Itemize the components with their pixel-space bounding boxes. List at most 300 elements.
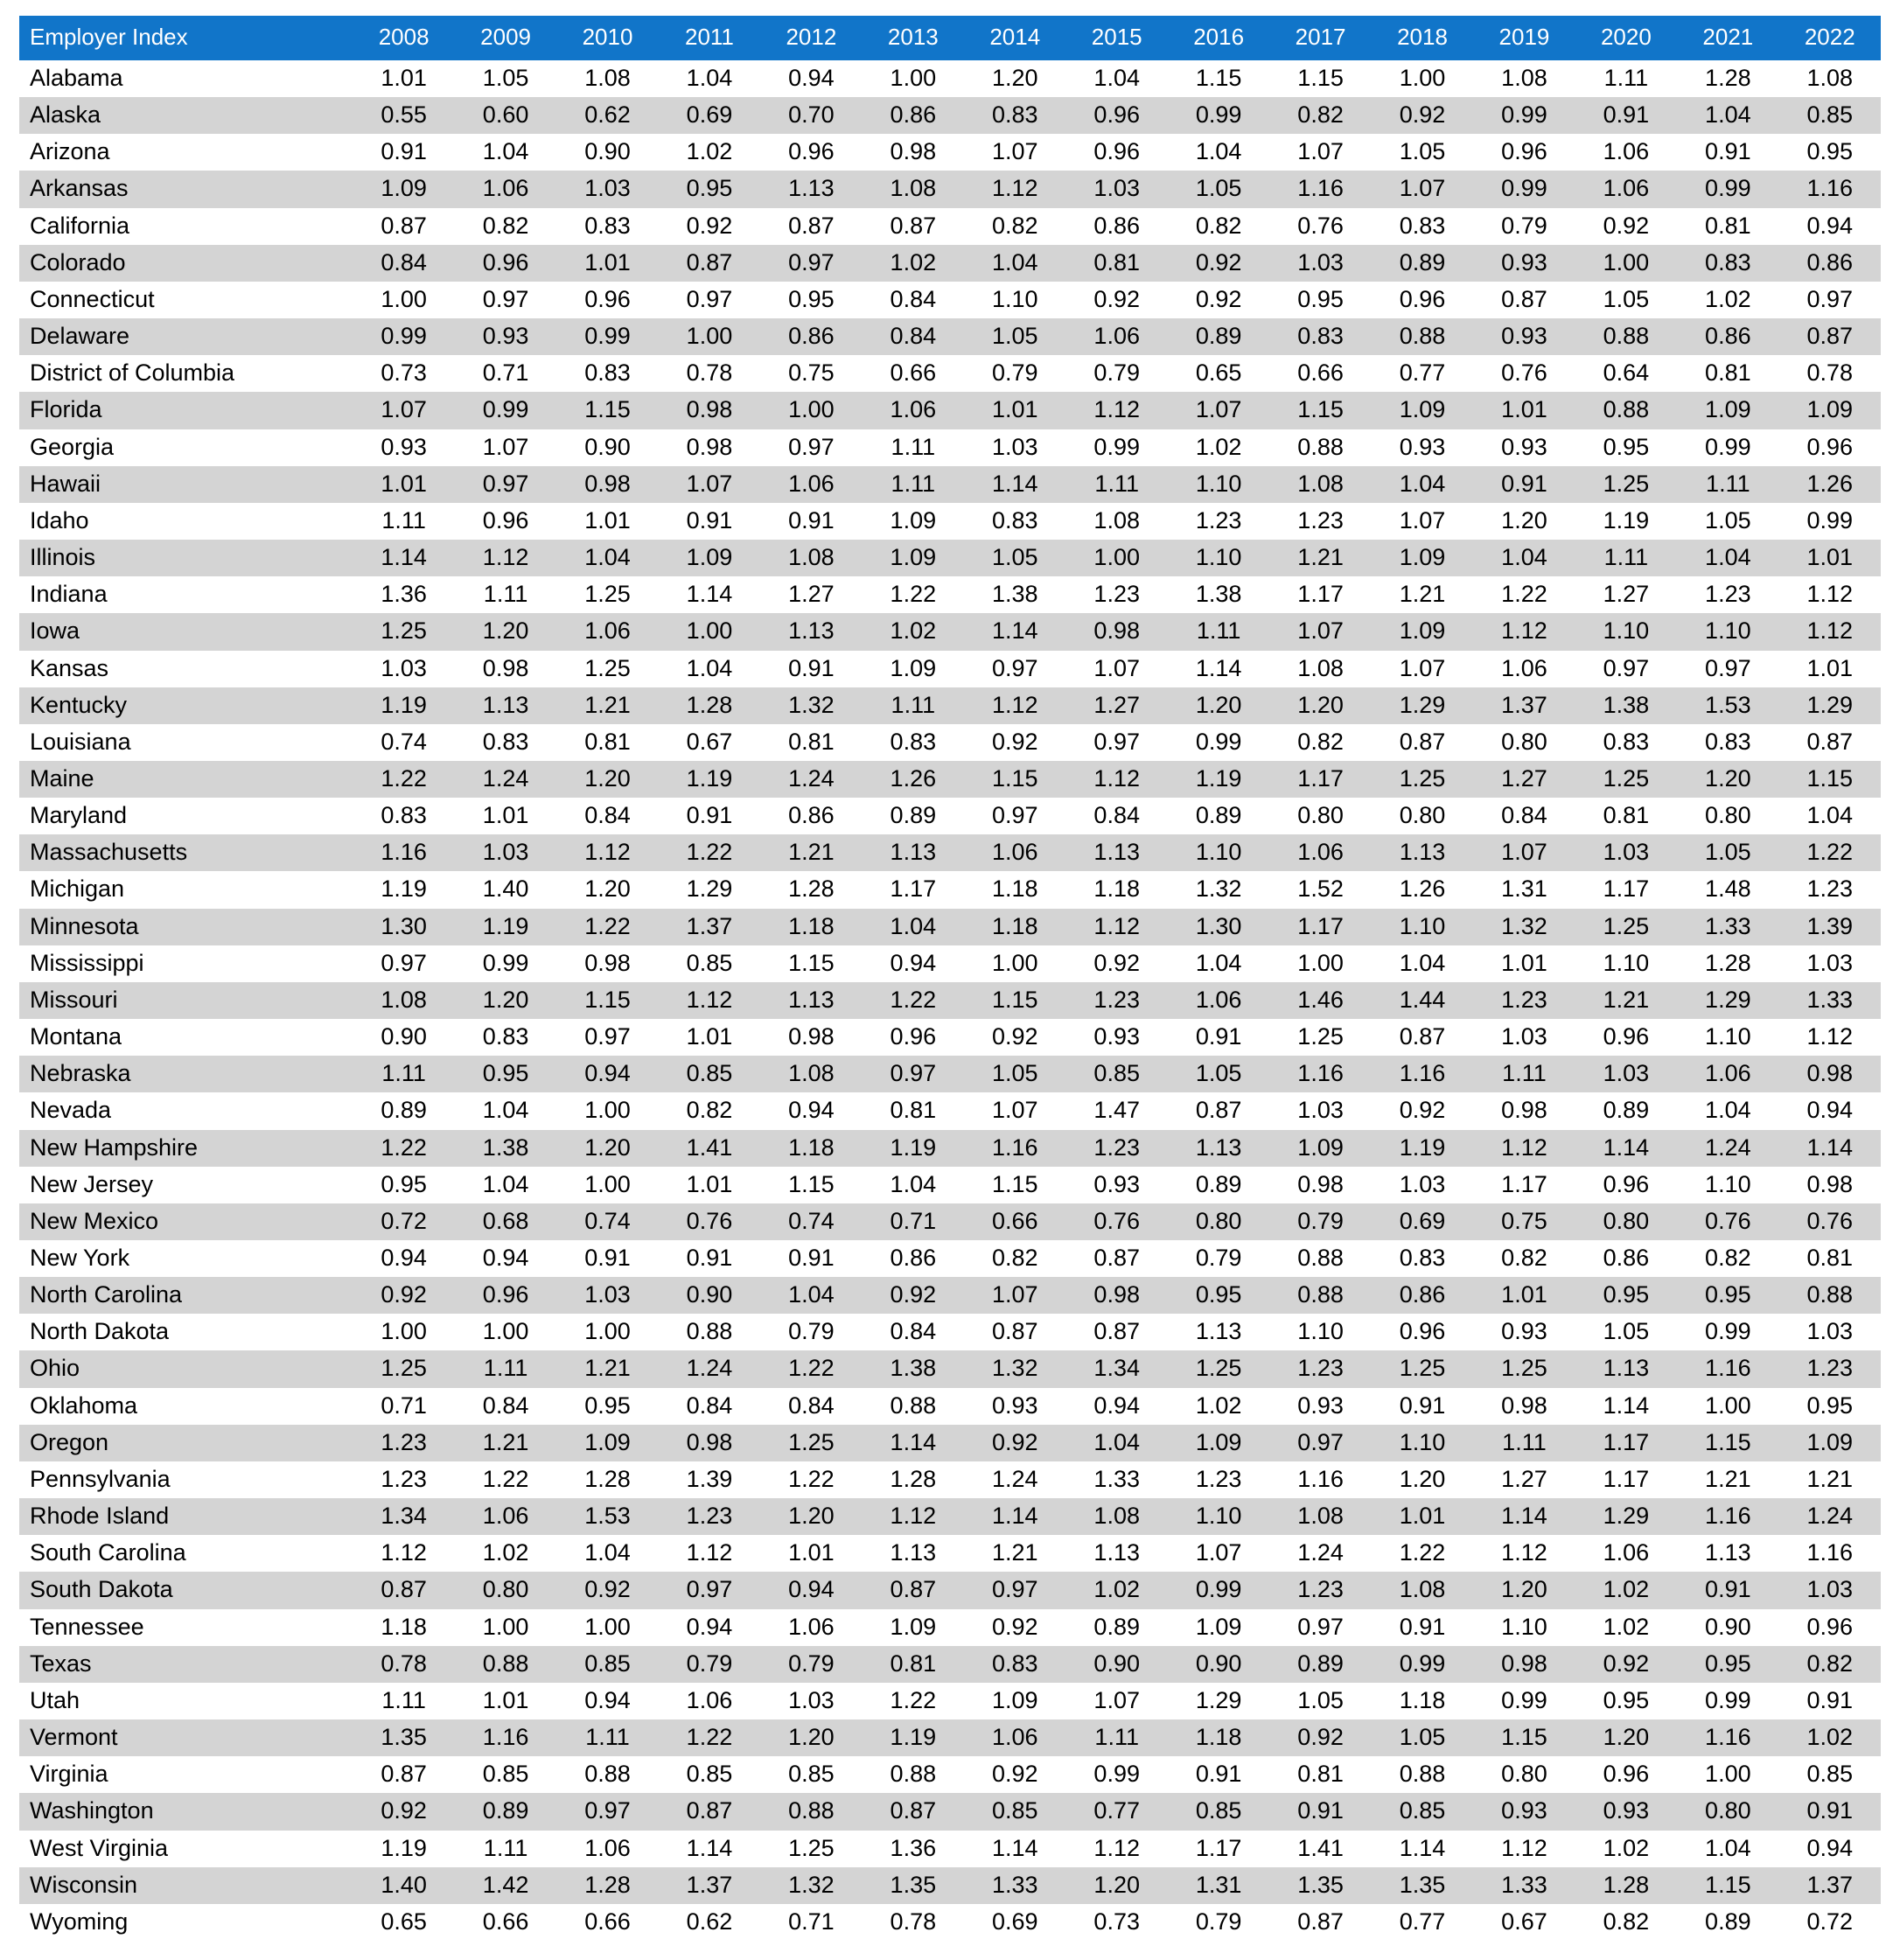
table-cell-value: 0.94 bbox=[1779, 1831, 1881, 1867]
table-cell-value: 1.13 bbox=[863, 1535, 964, 1572]
table-cell-value: 0.83 bbox=[1372, 208, 1473, 245]
table-cell-value: 1.21 bbox=[760, 834, 862, 871]
table-cell-value: 0.95 bbox=[1168, 1277, 1269, 1314]
table-cell-value: 1.03 bbox=[1473, 1019, 1575, 1056]
table-cell-value: 1.02 bbox=[659, 134, 760, 171]
row-header-state: Rhode Island bbox=[19, 1498, 353, 1535]
table-cell-value: 0.85 bbox=[1779, 97, 1881, 134]
table-cell-value: 0.92 bbox=[1168, 282, 1269, 318]
table-cell-value: 0.85 bbox=[760, 1756, 862, 1793]
table-cell-value: 0.91 bbox=[353, 134, 454, 171]
table-cell-value: 0.62 bbox=[556, 97, 658, 134]
table-cell-value: 0.79 bbox=[1269, 1203, 1371, 1240]
table-cell-value: 0.68 bbox=[455, 1203, 556, 1240]
table-cell-value: 1.19 bbox=[353, 871, 454, 908]
table-cell-value: 0.82 bbox=[1677, 1240, 1778, 1277]
table-cell-value: 0.84 bbox=[556, 798, 658, 834]
table-cell-value: 1.07 bbox=[353, 392, 454, 429]
row-header-state: South Carolina bbox=[19, 1535, 353, 1572]
row-header-state: Michigan bbox=[19, 871, 353, 908]
table-cell-value: 1.02 bbox=[863, 245, 964, 282]
table-cell-value: 0.93 bbox=[1269, 1388, 1371, 1425]
table-cell-value: 1.23 bbox=[1065, 982, 1167, 1019]
table-cell-value: 0.98 bbox=[1473, 1092, 1575, 1129]
table-cell-value: 0.94 bbox=[353, 1240, 454, 1277]
row-header-state: Oklahoma bbox=[19, 1388, 353, 1425]
table-cell-value: 1.23 bbox=[1269, 1572, 1371, 1608]
table-cell-value: 0.71 bbox=[353, 1388, 454, 1425]
table-cell-value: 1.25 bbox=[353, 613, 454, 650]
table-cell-value: 0.88 bbox=[863, 1388, 964, 1425]
table-cell-value: 1.10 bbox=[1575, 613, 1677, 650]
table-cell-value: 0.72 bbox=[1779, 1904, 1881, 1941]
table-cell-value: 1.27 bbox=[1575, 576, 1677, 613]
row-header-state: Montana bbox=[19, 1019, 353, 1056]
row-header-state: Massachusetts bbox=[19, 834, 353, 871]
table-cell-value: 0.83 bbox=[1677, 245, 1778, 282]
table-cell-value: 0.85 bbox=[1065, 1056, 1167, 1092]
table-cell-value: 1.20 bbox=[1065, 1867, 1167, 1904]
table-cell-value: 1.16 bbox=[1677, 1350, 1778, 1387]
table-cell-value: 0.96 bbox=[455, 1277, 556, 1314]
table-cell-value: 1.00 bbox=[964, 945, 1065, 982]
table-cell-value: 1.11 bbox=[1473, 1425, 1575, 1461]
table-row bbox=[19, 1130, 1881, 1167]
table-cell-value: 0.90 bbox=[1677, 1609, 1778, 1646]
table-cell-value: 1.16 bbox=[964, 1130, 1065, 1167]
table-cell-value: 0.88 bbox=[1269, 1240, 1371, 1277]
table-cell-value: 1.00 bbox=[863, 60, 964, 97]
table-cell-value: 0.94 bbox=[1065, 1388, 1167, 1425]
table-cell-value: 1.52 bbox=[1269, 871, 1371, 908]
table-cell-value: 1.15 bbox=[1677, 1867, 1778, 1904]
table-cell-value: 0.96 bbox=[1372, 1314, 1473, 1350]
table-cell-value: 1.12 bbox=[1065, 909, 1167, 945]
row-header-state: Wyoming bbox=[19, 1904, 353, 1941]
table-cell-value: 0.89 bbox=[1677, 1904, 1778, 1941]
table-cell-value: 1.06 bbox=[455, 171, 556, 207]
table-cell-value: 1.13 bbox=[455, 687, 556, 724]
table-cell-value: 1.09 bbox=[1372, 392, 1473, 429]
row-header-state: Nevada bbox=[19, 1092, 353, 1129]
table-body bbox=[19, 60, 1881, 1941]
table-cell-value: 0.88 bbox=[1575, 318, 1677, 355]
table-cell-value: 0.92 bbox=[964, 1756, 1065, 1793]
table-cell-value: 0.91 bbox=[1677, 134, 1778, 171]
table-cell-value: 1.07 bbox=[1372, 651, 1473, 687]
table-cell-value: 1.00 bbox=[1065, 540, 1167, 576]
table-cell-value: 1.33 bbox=[1473, 1867, 1575, 1904]
table-cell-value: 0.91 bbox=[1168, 1756, 1269, 1793]
table-cell-value: 0.97 bbox=[353, 945, 454, 982]
table-cell-value: 1.23 bbox=[1168, 503, 1269, 540]
table-cell-value: 1.15 bbox=[1473, 1719, 1575, 1756]
table-cell-value: 0.72 bbox=[353, 1203, 454, 1240]
table-cell-value: 1.11 bbox=[1677, 466, 1778, 503]
table-cell-value: 1.04 bbox=[1065, 1425, 1167, 1461]
table-cell-value: 1.28 bbox=[556, 1867, 658, 1904]
table-cell-value: 1.12 bbox=[1473, 613, 1575, 650]
table-row bbox=[19, 651, 1881, 687]
table-cell-value: 0.99 bbox=[1065, 1756, 1167, 1793]
table-cell-value: 0.82 bbox=[964, 208, 1065, 245]
table-cell-value: 1.11 bbox=[353, 1683, 454, 1719]
table-cell-value: 1.05 bbox=[1575, 1314, 1677, 1350]
table-cell-value: 1.10 bbox=[1168, 1498, 1269, 1535]
table-cell-value: 0.88 bbox=[1372, 1756, 1473, 1793]
table-cell-value: 1.06 bbox=[1575, 1535, 1677, 1572]
table-cell-value: 1.04 bbox=[1168, 945, 1269, 982]
table-cell-value: 0.94 bbox=[455, 1240, 556, 1277]
table-cell-value: 1.04 bbox=[1168, 134, 1269, 171]
table-cell-value: 1.26 bbox=[1372, 871, 1473, 908]
table-cell-value: 1.25 bbox=[1372, 1350, 1473, 1387]
table-cell-value: 1.15 bbox=[556, 982, 658, 1019]
table-cell-value: 1.19 bbox=[1575, 503, 1677, 540]
row-header-state: Mississippi bbox=[19, 945, 353, 982]
table-row bbox=[19, 1572, 1881, 1608]
column-header-year: 2013 bbox=[863, 16, 964, 60]
column-header-year: 2018 bbox=[1372, 16, 1473, 60]
table-cell-value: 1.08 bbox=[1269, 466, 1371, 503]
table-cell-value: 0.98 bbox=[1473, 1646, 1575, 1683]
table-cell-value: 0.97 bbox=[1677, 651, 1778, 687]
table-cell-value: 0.93 bbox=[1065, 1019, 1167, 1056]
table-cell-value: 0.95 bbox=[1677, 1646, 1778, 1683]
table-cell-value: 1.23 bbox=[1269, 1350, 1371, 1387]
table-cell-value: 1.31 bbox=[1168, 1867, 1269, 1904]
row-header-state: Louisiana bbox=[19, 724, 353, 761]
table-row bbox=[19, 909, 1881, 945]
table-cell-value: 1.04 bbox=[1372, 945, 1473, 982]
row-header-state: Connecticut bbox=[19, 282, 353, 318]
table-cell-value: 1.35 bbox=[863, 1867, 964, 1904]
table-cell-value: 1.20 bbox=[1372, 1461, 1473, 1498]
table-cell-value: 1.15 bbox=[1269, 60, 1371, 97]
table-cell-value: 1.25 bbox=[760, 1425, 862, 1461]
table-cell-value: 0.76 bbox=[1677, 1203, 1778, 1240]
table-row bbox=[19, 1350, 1881, 1387]
table-cell-value: 1.13 bbox=[863, 834, 964, 871]
table-row bbox=[19, 1167, 1881, 1203]
row-header-state: Iowa bbox=[19, 613, 353, 650]
table-cell-value: 1.28 bbox=[1575, 1867, 1677, 1904]
table-cell-value: 0.83 bbox=[353, 798, 454, 834]
table-cell-value: 0.83 bbox=[1575, 724, 1677, 761]
table-cell-value: 1.00 bbox=[1677, 1388, 1778, 1425]
table-cell-value: 1.00 bbox=[1677, 1756, 1778, 1793]
table-cell-value: 1.37 bbox=[1473, 687, 1575, 724]
table-cell-value: 1.00 bbox=[659, 318, 760, 355]
table-cell-value: 0.96 bbox=[455, 245, 556, 282]
table-cell-value: 1.06 bbox=[760, 466, 862, 503]
table-cell-value: 1.19 bbox=[659, 761, 760, 798]
table-cell-value: 0.99 bbox=[1677, 429, 1778, 466]
table-cell-value: 1.19 bbox=[863, 1719, 964, 1756]
table-row bbox=[19, 1498, 1881, 1535]
table-cell-value: 1.14 bbox=[1779, 1130, 1881, 1167]
table-cell-value: 1.02 bbox=[455, 1535, 556, 1572]
row-header-state: North Dakota bbox=[19, 1314, 353, 1350]
table-cell-value: 1.19 bbox=[353, 687, 454, 724]
table-cell-value: 1.01 bbox=[1779, 651, 1881, 687]
table-cell-value: 0.81 bbox=[1677, 355, 1778, 392]
table-cell-value: 0.80 bbox=[1575, 1203, 1677, 1240]
table-cell-value: 1.06 bbox=[1269, 834, 1371, 871]
table-row bbox=[19, 687, 1881, 724]
table-cell-value: 0.80 bbox=[1269, 798, 1371, 834]
table-cell-value: 0.80 bbox=[455, 1572, 556, 1608]
table-cell-value: 1.10 bbox=[1168, 540, 1269, 576]
table-cell-value: 1.35 bbox=[353, 1719, 454, 1756]
table-cell-value: 1.25 bbox=[1269, 1019, 1371, 1056]
table-cell-value: 0.79 bbox=[659, 1646, 760, 1683]
table-cell-value: 0.84 bbox=[863, 282, 964, 318]
table-cell-value: 1.10 bbox=[1372, 1425, 1473, 1461]
table-cell-value: 1.27 bbox=[1065, 687, 1167, 724]
table-cell-value: 0.93 bbox=[1473, 1793, 1575, 1830]
table-cell-value: 0.86 bbox=[760, 798, 862, 834]
table-cell-value: 1.24 bbox=[1779, 1498, 1881, 1535]
table-cell-value: 1.01 bbox=[659, 1019, 760, 1056]
table-cell-value: 0.93 bbox=[353, 429, 454, 466]
table-cell-value: 1.19 bbox=[353, 1831, 454, 1867]
table-cell-value: 0.96 bbox=[1575, 1019, 1677, 1056]
table-cell-value: 0.99 bbox=[1677, 1314, 1778, 1350]
table-cell-value: 1.48 bbox=[1677, 871, 1778, 908]
table-cell-value: 1.42 bbox=[455, 1867, 556, 1904]
table-cell-value: 0.87 bbox=[1372, 724, 1473, 761]
table-cell-value: 1.32 bbox=[760, 687, 862, 724]
table-cell-value: 1.16 bbox=[1779, 171, 1881, 207]
table-cell-value: 0.66 bbox=[863, 355, 964, 392]
table-cell-value: 0.87 bbox=[1065, 1314, 1167, 1350]
table-cell-value: 0.73 bbox=[353, 355, 454, 392]
table-cell-value: 0.79 bbox=[760, 1314, 862, 1350]
table-cell-value: 0.94 bbox=[556, 1683, 658, 1719]
table-cell-value: 0.80 bbox=[1677, 798, 1778, 834]
table-cell-value: 0.81 bbox=[863, 1092, 964, 1129]
table-cell-value: 0.93 bbox=[1473, 245, 1575, 282]
table-cell-value: 0.97 bbox=[760, 245, 862, 282]
table-cell-value: 0.92 bbox=[659, 208, 760, 245]
table-cell-value: 0.98 bbox=[659, 392, 760, 429]
table-cell-value: 1.08 bbox=[1065, 503, 1167, 540]
table-cell-value: 0.87 bbox=[964, 1314, 1065, 1350]
table-cell-value: 1.22 bbox=[659, 1719, 760, 1756]
table-cell-value: 0.91 bbox=[659, 1240, 760, 1277]
table-cell-value: 1.53 bbox=[556, 1498, 658, 1535]
table-cell-value: 1.15 bbox=[964, 982, 1065, 1019]
table-cell-value: 0.88 bbox=[1779, 1277, 1881, 1314]
table-cell-value: 1.23 bbox=[1779, 1350, 1881, 1387]
row-header-state: Pennsylvania bbox=[19, 1461, 353, 1498]
table-cell-value: 1.02 bbox=[1575, 1831, 1677, 1867]
table-cell-value: 1.23 bbox=[1065, 1130, 1167, 1167]
table-cell-value: 1.20 bbox=[455, 982, 556, 1019]
table-row bbox=[19, 1277, 1881, 1314]
table-cell-value: 1.09 bbox=[863, 540, 964, 576]
table-cell-value: 0.87 bbox=[863, 1793, 964, 1830]
table-cell-value: 0.55 bbox=[353, 97, 454, 134]
table-cell-value: 0.94 bbox=[760, 60, 862, 97]
table-cell-value: 0.76 bbox=[1269, 208, 1371, 245]
table-cell-value: 0.97 bbox=[1575, 651, 1677, 687]
table-cell-value: 1.24 bbox=[659, 1350, 760, 1387]
table-cell-value: 1.00 bbox=[353, 282, 454, 318]
column-header-year: 2017 bbox=[1269, 16, 1371, 60]
table-cell-value: 1.11 bbox=[1168, 613, 1269, 650]
table-cell-value: 0.84 bbox=[659, 1388, 760, 1425]
table-cell-value: 1.11 bbox=[455, 1831, 556, 1867]
table-cell-value: 1.11 bbox=[353, 1056, 454, 1092]
table-cell-value: 1.21 bbox=[1372, 576, 1473, 613]
table-cell-value: 1.30 bbox=[353, 909, 454, 945]
table-row bbox=[19, 1535, 1881, 1572]
table-cell-value: 1.12 bbox=[556, 834, 658, 871]
table-cell-value: 1.04 bbox=[1473, 540, 1575, 576]
table-cell-value: 1.29 bbox=[1372, 687, 1473, 724]
table-cell-value: 1.09 bbox=[863, 651, 964, 687]
table-cell-value: 0.74 bbox=[760, 1203, 862, 1240]
table-cell-value: 1.20 bbox=[964, 60, 1065, 97]
table-cell-value: 1.09 bbox=[1168, 1425, 1269, 1461]
table-cell-value: 1.10 bbox=[1372, 909, 1473, 945]
table-cell-value: 1.11 bbox=[556, 1719, 658, 1756]
table-cell-value: 1.03 bbox=[556, 1277, 658, 1314]
table-cell-value: 0.91 bbox=[1779, 1793, 1881, 1830]
table-cell-value: 0.87 bbox=[863, 208, 964, 245]
table-cell-value: 0.80 bbox=[1473, 724, 1575, 761]
table-cell-value: 1.12 bbox=[1065, 761, 1167, 798]
table-cell-value: 1.05 bbox=[964, 1056, 1065, 1092]
row-header-state: West Virginia bbox=[19, 1831, 353, 1867]
column-header-year: 2022 bbox=[1779, 16, 1881, 60]
row-header-state: Colorado bbox=[19, 245, 353, 282]
table-cell-value: 1.34 bbox=[1065, 1350, 1167, 1387]
employer-index-table bbox=[19, 16, 1881, 1941]
table-cell-value: 0.95 bbox=[1269, 282, 1371, 318]
table-cell-value: 0.90 bbox=[1065, 1646, 1167, 1683]
row-header-state: North Carolina bbox=[19, 1277, 353, 1314]
table-cell-value: 0.89 bbox=[1168, 798, 1269, 834]
row-header-state: Maryland bbox=[19, 798, 353, 834]
table-cell-value: 1.20 bbox=[556, 761, 658, 798]
table-cell-value: 0.81 bbox=[1065, 245, 1167, 282]
table-cell-value: 0.94 bbox=[659, 1609, 760, 1646]
table-cell-value: 1.18 bbox=[353, 1609, 454, 1646]
table-cell-value: 0.99 bbox=[1779, 503, 1881, 540]
table-cell-value: 0.88 bbox=[1269, 1277, 1371, 1314]
table-cell-value: 1.01 bbox=[556, 245, 658, 282]
table-cell-value: 0.92 bbox=[1575, 208, 1677, 245]
table-cell-value: 1.12 bbox=[659, 1535, 760, 1572]
table-row bbox=[19, 1056, 1881, 1092]
table-cell-value: 1.22 bbox=[1372, 1535, 1473, 1572]
table-cell-value: 0.93 bbox=[1065, 1167, 1167, 1203]
table-cell-value: 1.04 bbox=[455, 134, 556, 171]
table-cell-value: 1.05 bbox=[1269, 1683, 1371, 1719]
table-cell-value: 1.04 bbox=[964, 245, 1065, 282]
table-cell-value: 1.07 bbox=[1065, 1683, 1167, 1719]
table-cell-value: 1.28 bbox=[1677, 945, 1778, 982]
table-cell-value: 0.98 bbox=[1269, 1167, 1371, 1203]
table-cell-value: 0.96 bbox=[760, 134, 862, 171]
table-cell-value: 0.98 bbox=[1065, 613, 1167, 650]
table-cell-value: 1.06 bbox=[1677, 1056, 1778, 1092]
table-cell-value: 1.17 bbox=[1473, 1167, 1575, 1203]
table-row bbox=[19, 1756, 1881, 1793]
table-cell-value: 1.23 bbox=[353, 1425, 454, 1461]
table-cell-value: 1.20 bbox=[1473, 1572, 1575, 1608]
table-cell-value: 0.90 bbox=[659, 1277, 760, 1314]
table-cell-value: 1.04 bbox=[760, 1277, 862, 1314]
table-cell-value: 0.98 bbox=[659, 1425, 760, 1461]
table-cell-value: 1.00 bbox=[556, 1314, 658, 1350]
table-cell-value: 1.03 bbox=[1269, 245, 1371, 282]
table-cell-value: 1.20 bbox=[1677, 761, 1778, 798]
table-cell-value: 1.11 bbox=[863, 429, 964, 466]
table-cell-value: 0.91 bbox=[1269, 1793, 1371, 1830]
table-cell-value: 1.04 bbox=[556, 540, 658, 576]
table-cell-value: 1.08 bbox=[1269, 1498, 1371, 1535]
table-cell-value: 0.93 bbox=[455, 318, 556, 355]
table-cell-value: 1.06 bbox=[1065, 318, 1167, 355]
table-cell-value: 0.90 bbox=[353, 1019, 454, 1056]
table-cell-value: 0.99 bbox=[1473, 97, 1575, 134]
table-cell-value: 1.32 bbox=[964, 1350, 1065, 1387]
table-cell-value: 0.66 bbox=[964, 1203, 1065, 1240]
table-cell-value: 1.20 bbox=[760, 1719, 862, 1756]
table-cell-value: 1.37 bbox=[659, 909, 760, 945]
table-cell-value: 1.53 bbox=[1677, 687, 1778, 724]
table-cell-value: 0.95 bbox=[455, 1056, 556, 1092]
table-cell-value: 0.86 bbox=[1677, 318, 1778, 355]
table-cell-value: 1.30 bbox=[1168, 909, 1269, 945]
table-cell-value: 0.66 bbox=[455, 1904, 556, 1941]
table-cell-value: 1.04 bbox=[863, 1167, 964, 1203]
table-cell-value: 1.02 bbox=[1575, 1609, 1677, 1646]
table-cell-value: 0.64 bbox=[1575, 355, 1677, 392]
table-cell-value: 1.04 bbox=[1677, 540, 1778, 576]
table-cell-value: 0.99 bbox=[1168, 97, 1269, 134]
table-cell-value: 0.86 bbox=[863, 1240, 964, 1277]
table-cell-value: 1.00 bbox=[760, 392, 862, 429]
table-cell-value: 1.16 bbox=[1269, 171, 1371, 207]
table-cell-value: 1.20 bbox=[455, 613, 556, 650]
table-row bbox=[19, 1831, 1881, 1867]
table-cell-value: 0.62 bbox=[659, 1904, 760, 1941]
table-cell-value: 1.06 bbox=[556, 1831, 658, 1867]
table-cell-value: 1.41 bbox=[1269, 1831, 1371, 1867]
table-cell-value: 1.14 bbox=[964, 466, 1065, 503]
table-cell-value: 0.71 bbox=[455, 355, 556, 392]
table-cell-value: 1.14 bbox=[1372, 1831, 1473, 1867]
table-cell-value: 0.79 bbox=[1168, 1904, 1269, 1941]
table-cell-value: 0.95 bbox=[353, 1167, 454, 1203]
table-row bbox=[19, 834, 1881, 871]
table-cell-value: 1.05 bbox=[1677, 834, 1778, 871]
table-cell-value: 1.02 bbox=[1677, 282, 1778, 318]
column-header-year: 2012 bbox=[760, 16, 862, 60]
table-cell-value: 1.12 bbox=[1473, 1535, 1575, 1572]
table-row bbox=[19, 613, 1881, 650]
table-cell-value: 1.17 bbox=[863, 871, 964, 908]
table-cell-value: 1.14 bbox=[353, 540, 454, 576]
table-cell-value: 1.23 bbox=[659, 1498, 760, 1535]
table-cell-value: 0.97 bbox=[659, 282, 760, 318]
table-cell-value: 1.05 bbox=[1168, 1056, 1269, 1092]
